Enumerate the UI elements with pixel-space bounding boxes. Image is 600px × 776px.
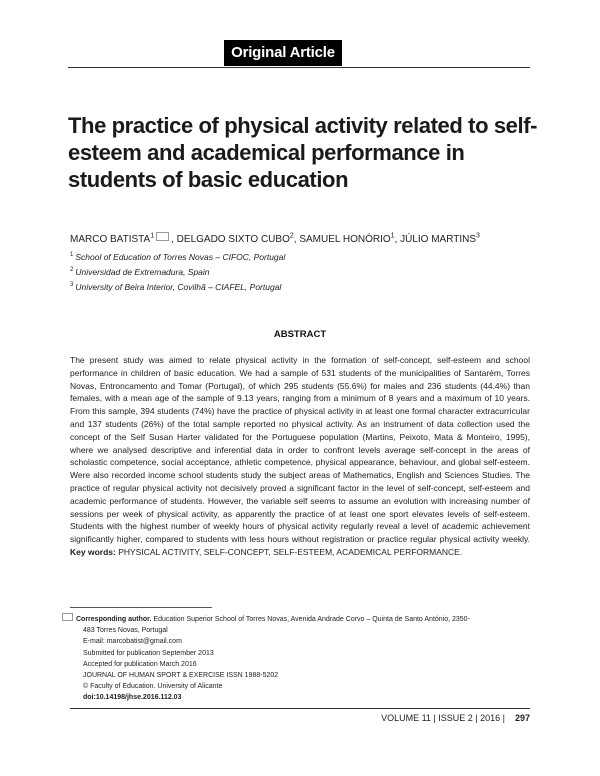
author-name: SAMUEL HONÓRIO <box>299 234 391 245</box>
header-rule <box>68 67 530 68</box>
address-line: 483 Torres Novas, Portugal <box>83 627 168 635</box>
affiliation-text: School of Education of Torres Novas – CIFOC, Portugal <box>75 252 286 262</box>
affiliation-item <box>70 282 540 292</box>
author-name: MARCO BATISTA <box>70 234 151 245</box>
copyright-text: © Faculty of Education. University of Alicante <box>83 683 223 691</box>
abstract-heading: ABSTRACT <box>273 329 327 340</box>
address-line: Education Superior School of Torres Novas, Avenida Andrade Corvo – Quinta de Santo António, 2350- <box>153 616 470 623</box>
mail-icon <box>156 232 169 241</box>
author-affil-sup: 1 <box>390 232 395 240</box>
article-title: The practice of physical activity related to self-esteem and academical performance in students of basic education <box>68 113 538 192</box>
author-separator: , <box>394 234 401 245</box>
envelope-icon <box>62 613 73 621</box>
submitted-date: Submitted for publication September 2013 <box>83 649 214 657</box>
article-type-banner: Original Article <box>224 40 342 66</box>
affiliation-list <box>70 252 540 297</box>
doi-text: doi:10.14198/jhse.2016.112.03 <box>83 694 182 702</box>
author-affil-sup: 2 <box>289 232 294 240</box>
affiliation-sup: 1 <box>70 252 74 259</box>
keywords-text: PHYSICAL ACTIVITY, SELF-CONCEPT, SELF-ESTEEM, ACADEMICAL PERFORMANCE. <box>118 546 463 557</box>
affiliation-sup: 3 <box>70 282 74 289</box>
correspondence-block <box>62 613 530 704</box>
accepted-date: Accepted for publication March 2016 <box>83 660 197 668</box>
corresponding-label: Corresponding author. <box>76 616 152 623</box>
footer-rule <box>70 708 530 709</box>
affiliation-sup: 2 <box>70 267 74 274</box>
volume-issue: VOLUME 11 | ISSUE 2 | 2016 | <box>381 713 505 723</box>
author-separator: , <box>293 234 300 245</box>
abstract-text: The present study was aimed to relate physical activity in the formation of self-concept, self-esteem and school performance in children of basic education. We had a sample of 531 students of the municipalities of Santarém, Torres Novas, Entroncamento and Tomar (Portugal), of which 295 students (55.6%) for males and 236 students (44.4%) than females, with a mean age of the sample of 9.13 years, ranging from a minimum of 8 years and a maximum of 10 years. From this sample, 394 students (74%) have the practice of physical activity in at least one formal character extracurricular and 137 students (26%) of the total sample reported no physical activity. As an instrument of data collection used the concept of the Self Susan Harter validated for the Portuguese population (Martins, Peixoto, Mata & Monteiro, 1995), where we analysed descriptive and inferential data in order to confront levels average self-concept in the areas of scholastic competence, social acceptance, athletic competence, physical appearance, behaviour, and global self-esteem. Were also recorded income school students study the subject areas of Mathematics, English and Sciences Studies. The practice of regular physical activity not decisively proved a significant factor in the level of self-concept, self-esteem and academic performance of students. However, the variable self seems to assume an evolution with increasing number of sessions per week of physical activity, as apparently the practice of at least one sport elevates levels of self-esteem. Students with the highest number of weekly hours of physical activity regularly reveal a level of academic achievement significantly higher, compared to students with less hours without registration or practice regular physical activity weekly. <box>70 355 530 545</box>
email-text: E-mail: marcobatist@gmail.com <box>83 638 182 646</box>
page-number: 297 <box>514 713 530 723</box>
author-affil-sup: 3 <box>476 232 480 240</box>
page-footer <box>320 713 530 723</box>
affiliation-item <box>70 252 540 262</box>
journal-issn: JOURNAL OF HUMAN SPORT & EXERCISE ISSN 1988-5202 <box>83 672 279 680</box>
keywords-label: Key words: <box>70 546 116 557</box>
author-list <box>70 232 540 245</box>
footnote-rule <box>70 607 212 608</box>
affiliation-text: University of Beira Interior, Covilhã – CIAFEL, Portugal <box>75 282 282 292</box>
affiliation-text: Universidad de Extremadura, Spain <box>75 267 210 277</box>
author-affil-sup: 1 <box>150 232 155 240</box>
author-separator: , <box>171 234 177 245</box>
abstract-body <box>70 354 530 559</box>
author-name: JÚLIO MARTINS <box>400 234 477 245</box>
affiliation-item <box>70 267 540 277</box>
author-name: DELGADO SIXTO CUBO <box>176 234 290 245</box>
